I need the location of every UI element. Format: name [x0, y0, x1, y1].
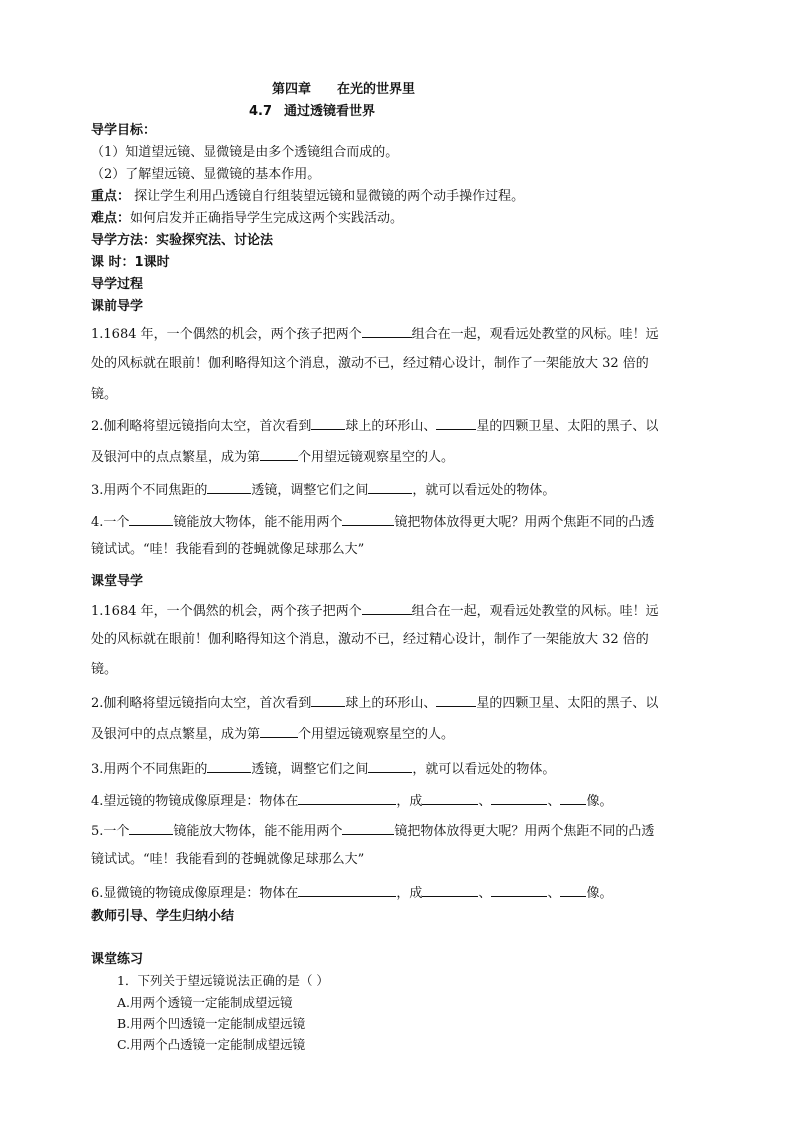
answer-blank[interactable]: [342, 821, 394, 835]
answer-blank[interactable]: [298, 791, 396, 805]
q-text: 及银河中的点点繁星，成为第: [91, 450, 261, 465]
q-text: ，就可以看远处的物体。: [412, 483, 556, 498]
classstudy-q6: [91, 883, 612, 903]
answer-blank[interactable]: [560, 791, 586, 805]
q-text: 镜把物体放得更大呢？用两个焦距不同的凸透: [394, 515, 655, 530]
classstudy-q1-line3: 镜。: [91, 662, 118, 677]
q-text: 星的四颗卫星、太阳的黑子、以: [476, 419, 659, 434]
q-text: 星的四颗卫星、太阳的黑子、以: [476, 696, 659, 711]
q-text: 像。: [586, 886, 613, 901]
answer-blank[interactable]: [129, 821, 173, 835]
answer-blank[interactable]: [207, 759, 251, 773]
answer-blank[interactable]: [560, 883, 586, 897]
q-text: 5.一个: [91, 824, 130, 839]
period-label: 课 时：: [91, 255, 135, 270]
prestudy-q1-line2: 处的风标就在眼前！伽利略得知这个消息，激动不已，经过精心设计，制作了一架能放大 32 倍的: [91, 356, 649, 371]
answer-blank[interactable]: [362, 324, 412, 338]
q-text: 4.望远镜的物镜成像原理是：物体在: [91, 794, 299, 809]
period: [91, 254, 170, 272]
q-text: 透镜，调整它们之间: [251, 762, 369, 777]
q-text: 1.1684 年，一个偶然的机会，两个孩子把两个: [91, 604, 362, 619]
chapter-label: 第四章: [272, 82, 312, 97]
prestudy-heading: 课前导学: [91, 299, 144, 314]
classstudy-q1-line2: 处的风标就在眼前！伽利略得知这个消息，激动不已，经过精心设计，制作了一架能放大 32 倍的: [91, 632, 649, 647]
q-text: ，就可以看远处的物体。: [412, 762, 556, 777]
q-text: 2.伽利略将望远镜指向太空，首次看到: [91, 696, 312, 711]
q-text: 6.显微镜的物镜成像原理是：物体在: [91, 886, 299, 901]
q-text: 球上的环形山、: [345, 696, 437, 711]
practice-question: 1．下列关于望远镜说法正确的是（ ）: [117, 973, 329, 988]
key-point-label: 重点：: [91, 189, 131, 204]
answer-blank[interactable]: [260, 447, 298, 461]
q-text: 2.伽利略将望远镜指向太空，首次看到: [91, 419, 312, 434]
goals-label: 导学目标：: [91, 123, 157, 138]
goal-item-1: （1）知道望远镜、显微镜是由多个透镜组合而成的。: [91, 145, 399, 160]
classstudy-q5-line2: 镜试试。“哇！我能看到的苍蝇就像足球那么大”: [91, 852, 365, 867]
classstudy-q2-line2: [91, 724, 454, 744]
q-text: 组合在一起，观看远处教堂的风标。哇！远: [411, 327, 659, 342]
prestudy-q4-line1: [91, 512, 654, 532]
q-text: ，成: [396, 886, 423, 901]
difficulty-text: 如何启发并正确指导学生完成这两个实践活动。: [130, 211, 404, 226]
practice-option-b: B.用两个凹透镜一定能制成望远镜: [117, 1016, 306, 1031]
goal-item-2: （2）了解望远镜、显微镜的基本作用。: [91, 167, 321, 182]
key-point-text: 探让学生利用凸透镜自行组装望远镜和显微镜的两个动手操作过程。: [130, 189, 525, 204]
q-text: 、: [478, 886, 492, 901]
summary-heading: 教师引导、学生归纳小结: [91, 909, 235, 924]
answer-blank[interactable]: [422, 791, 478, 805]
answer-blank[interactable]: [342, 512, 394, 526]
classstudy-q5-line1: [91, 821, 654, 841]
classstudy-q2-line1: [91, 693, 658, 713]
prestudy-q3: [91, 480, 555, 500]
q-text: 及银河中的点点繁星，成为第: [91, 727, 261, 742]
q-text: 、: [478, 794, 492, 809]
section-number: 4.7: [249, 104, 273, 119]
prestudy-q4-line2: 镜试试。“哇！我能看到的苍蝇就像足球那么大”: [91, 542, 365, 557]
prestudy-q1-line3: 镜。: [91, 387, 118, 402]
answer-blank[interactable]: [491, 883, 547, 897]
process-heading: 导学过程: [91, 277, 144, 292]
answer-blank[interactable]: [491, 791, 547, 805]
q-text: 像。: [586, 794, 613, 809]
classstudy-heading: 课堂导学: [91, 574, 144, 589]
practice-option-c: C.用两个凸透镜一定能制成望远镜: [117, 1037, 306, 1052]
answer-blank[interactable]: [298, 883, 396, 897]
prestudy-q2-line2: [91, 447, 454, 467]
q-text: ，成: [396, 794, 423, 809]
q-text: 4.一个: [91, 515, 130, 530]
q-text: 镜能放大物体，能不能用两个: [173, 824, 343, 839]
answer-blank[interactable]: [129, 512, 173, 526]
answer-blank[interactable]: [436, 693, 476, 707]
method: 导学方法：实验探究法、讨论法: [91, 233, 274, 248]
difficulty: [91, 210, 403, 228]
answer-blank[interactable]: [368, 759, 412, 773]
prestudy-q2-line1: [91, 416, 658, 436]
answer-blank[interactable]: [436, 416, 476, 430]
answer-blank[interactable]: [368, 480, 412, 494]
classstudy-q3: [91, 759, 555, 779]
section-title: [249, 100, 375, 119]
q-text: 1.1684 年，一个偶然的机会，两个孩子把两个: [91, 327, 362, 342]
answer-blank[interactable]: [311, 693, 345, 707]
q-text: 、: [547, 886, 561, 901]
q-text: 3.用两个不同焦距的: [91, 762, 208, 777]
answer-blank[interactable]: [422, 883, 478, 897]
q-text: 3.用两个不同焦距的: [91, 483, 208, 498]
chapter-name: 在光的世界里: [337, 82, 416, 97]
q-text: 透镜，调整它们之间: [251, 483, 369, 498]
answer-blank[interactable]: [260, 724, 298, 738]
practice-heading: 课堂练习: [91, 952, 144, 967]
q-text: 、: [547, 794, 561, 809]
difficulty-label: 难点：: [91, 211, 131, 226]
section-name: 通过透镜看世界: [284, 104, 376, 119]
classstudy-q4: [91, 791, 612, 811]
prestudy-q1-line1: [91, 324, 659, 344]
q-text: 个用望远镜观察星空的人。: [298, 727, 455, 742]
classstudy-q1-line1: [91, 601, 659, 621]
q-text: 镜能放大物体，能不能用两个: [173, 515, 343, 530]
answer-blank[interactable]: [311, 416, 345, 430]
answer-blank[interactable]: [362, 601, 412, 615]
practice-option-a: A.用两个透镜一定能制成望远镜: [117, 995, 293, 1010]
q-text: 镜把物体放得更大呢？用两个焦距不同的凸透: [394, 824, 655, 839]
q-text: 个用望远镜观察星空的人。: [298, 450, 455, 465]
q-text: 组合在一起，观看远处教堂的风标。哇！远: [411, 604, 659, 619]
answer-blank[interactable]: [207, 480, 251, 494]
q-text: 球上的环形山、: [345, 419, 437, 434]
period-value: 1课时: [134, 255, 170, 270]
key-point: [91, 188, 524, 206]
chapter-title: [272, 78, 415, 97]
